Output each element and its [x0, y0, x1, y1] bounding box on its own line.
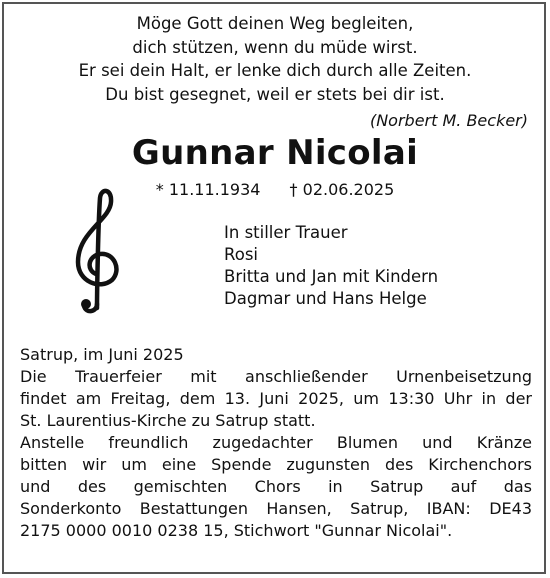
- notice-line: Sonderkonto Bestattungen Hansen, Satrup, IBAN: DE43: [20, 499, 532, 518]
- mourners: [224, 222, 438, 310]
- poem-line: dich stützen, wenn du müde wirst.: [132, 37, 418, 57]
- poem-line: Er sei dein Halt, er lenke dich durch alle Zeiten.: [78, 61, 472, 80]
- notice-line: St. Laurentius-Kirche zu Satrup statt.: [20, 411, 316, 430]
- mourner-name: Rosi: [224, 245, 258, 264]
- deceased-name: Gunnar Nicolai: [131, 133, 419, 173]
- notice-line: bitten wir um eine Spende zugunsten des Kirchenchors: [20, 455, 532, 474]
- death-date: † 02.06.2025: [289, 180, 395, 199]
- notice-line: Die Trauerfeier mit anschließender Urnenbeisetzung: [20, 367, 532, 386]
- notice-line: 2175 0000 0010 0238 15, Stichwort "Gunnar Nicolai".: [20, 521, 453, 540]
- notice-line: und des gemischten Chors in Satrup auf das: [20, 477, 532, 496]
- place-date: Satrup, im Juni 2025: [20, 345, 184, 364]
- poem-line: Du bist gesegnet, weil er stets bei dir ist.: [105, 84, 445, 104]
- poem-line: Möge Gott deinen Weg begleiten,: [136, 14, 414, 33]
- poem-author: (Norbert M. Becker): [369, 111, 528, 130]
- notice-line: Anstelle freundlich zugedachter Blumen und Kränze: [20, 433, 532, 452]
- mourner-name: Dagmar und Hans Helge: [224, 289, 427, 308]
- mourners-intro: In stiller Trauer: [224, 223, 348, 242]
- poem: [0, 12, 550, 106]
- treble-clef-icon: [66, 186, 126, 316]
- birth-date: * 11.11.1934: [155, 180, 261, 199]
- notice-text: [20, 344, 532, 542]
- mourner-name: Britta und Jan mit Kindern: [224, 267, 439, 286]
- notice-line: findet am Freitag, dem 13. Juni 2025, um 13:30 Uhr in der: [20, 389, 532, 408]
